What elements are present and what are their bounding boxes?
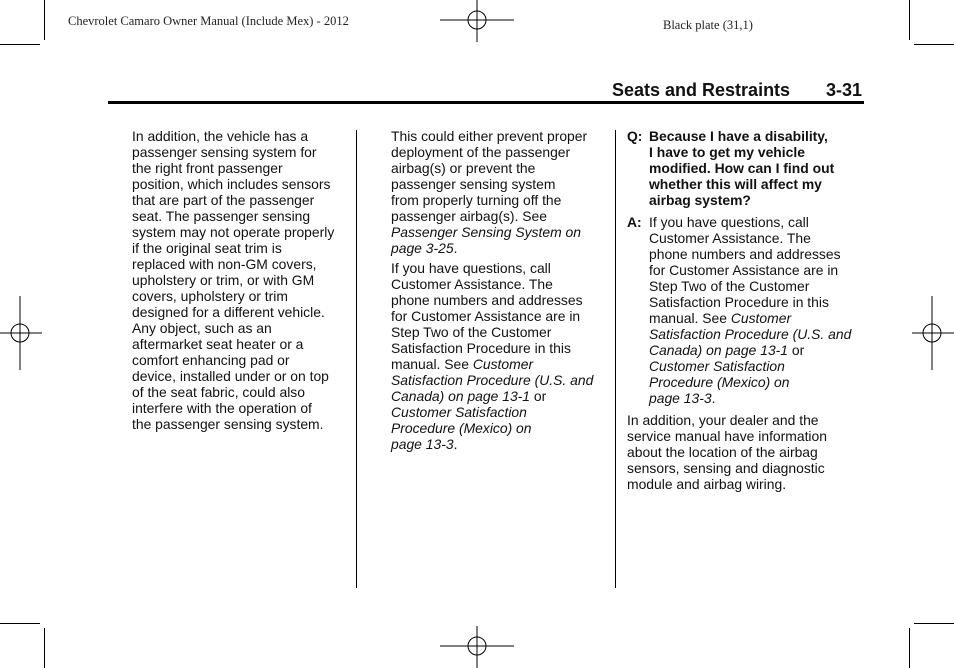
cross-reference: Passenger Sensing System on	[391, 224, 581, 240]
paragraph	[132, 128, 348, 432]
text-line: interfere with the operation of	[132, 400, 312, 416]
section-title: Seats and Restraints	[612, 80, 791, 100]
paragraph	[391, 260, 609, 452]
text-line: sensors, sensing and diagnostic	[627, 460, 825, 476]
text-line: seat. The passenger sensing	[132, 208, 311, 224]
text-line: from properly turning off the	[391, 192, 562, 208]
crop-mark-top-right-v	[909, 0, 910, 40]
text-segment: or	[788, 342, 805, 358]
registration-mark-top	[440, 0, 514, 42]
cross-reference: Procedure (Mexico) on	[391, 420, 532, 436]
text-line: passenger sensing system	[391, 176, 556, 192]
crop-mark-top-right-h	[914, 44, 954, 45]
text-line: service manual have information	[627, 428, 827, 444]
registration-mark-right	[912, 296, 954, 370]
text-line: airbag(s) or prevent the	[391, 160, 536, 176]
column-2	[391, 128, 609, 456]
answer-line: Customer Assistance. The	[649, 230, 811, 246]
text-line: Step Two of the Customer	[391, 324, 552, 340]
cross-reference: Customer	[730, 310, 792, 326]
cross-reference: page 13-3	[649, 390, 712, 406]
cross-reference: Customer Satisfaction	[649, 358, 785, 374]
text-line: of the seat fabric, could also	[132, 384, 305, 400]
text-line: that are part of the passenger	[132, 192, 315, 208]
column-divider-2	[615, 130, 616, 588]
text-line: In addition, the vehicle has a	[132, 128, 309, 144]
text-line: phone numbers and addresses	[391, 292, 583, 308]
column-3	[627, 128, 867, 496]
question-block	[627, 128, 867, 208]
text-segment: or	[530, 388, 547, 404]
crop-mark-bottom-left-v	[44, 628, 45, 668]
text-line: position, which includes sensors	[132, 176, 331, 192]
text-line: if the original seat trim is	[132, 240, 282, 256]
crop-mark-bottom-right-v	[909, 628, 910, 668]
text-line: replaced with non-GM covers,	[132, 256, 317, 272]
header-rule	[108, 101, 864, 104]
cross-reference: Procedure (Mexico) on	[649, 374, 790, 390]
text-line: designed for a different vehicle.	[132, 304, 325, 320]
cross-reference: page 13-3	[391, 436, 454, 452]
text-line: aftermarket seat heater or a	[132, 336, 304, 352]
answer-line: If you have questions, call	[649, 214, 809, 230]
period: .	[453, 240, 458, 256]
cross-reference: Customer Satisfaction	[391, 404, 527, 420]
crop-mark-bottom-left-h	[0, 623, 40, 624]
cross-reference: Canada) on page 13-1	[649, 342, 789, 358]
text-line: the passenger sensing system.	[132, 416, 324, 432]
answer-line: phone numbers and addresses	[649, 246, 841, 262]
column-1	[132, 128, 348, 436]
text-line: If you have questions, call	[391, 260, 551, 276]
answer-line: Step Two of the Customer	[649, 278, 810, 294]
text-line: upholstery or trim, or with GM	[132, 272, 315, 288]
cross-reference: Satisfaction Procedure (U.S. and	[649, 326, 852, 342]
answer-block	[627, 214, 867, 406]
crop-mark-top-left-v	[44, 0, 45, 40]
text-line: Satisfaction Procedure in this	[391, 340, 571, 356]
question-line: airbag system?	[649, 192, 751, 208]
text-line: covers, upholstery or trim	[132, 288, 288, 304]
text-line: passenger sensing system for	[132, 144, 317, 160]
crop-mark-bottom-right-h	[914, 623, 954, 624]
text-line: In addition, your dealer and the	[627, 412, 819, 428]
text-line: Any object, such as an	[132, 320, 272, 336]
question-line: Because I have a disability,	[649, 128, 828, 144]
text-line: module and airbag wiring.	[627, 476, 787, 492]
question-line: modified. How can I find out	[649, 160, 835, 176]
column-divider-1	[356, 130, 357, 588]
registration-mark-bottom	[440, 626, 514, 668]
text-line: device, installed under or on top	[132, 368, 329, 384]
question-tag: Q:	[627, 128, 643, 144]
page-number: 3-31	[826, 80, 863, 100]
text-line: for Customer Assistance are in	[391, 308, 581, 324]
period: .	[453, 436, 458, 452]
text-line: passenger airbag(s). See	[391, 208, 547, 224]
period: .	[711, 390, 716, 406]
paragraph	[391, 128, 609, 256]
question-line: whether this will affect my	[649, 176, 822, 192]
plate-label: Black plate (31,1)	[663, 18, 753, 32]
crop-mark-top-left-h	[0, 44, 40, 45]
text-segment: manual. See	[391, 356, 473, 372]
text-line: system may not operate properly	[132, 224, 335, 240]
text-line: the right front passenger	[132, 160, 283, 176]
text-segment: manual. See	[649, 310, 731, 326]
answer-line: for Customer Assistance are in	[649, 262, 839, 278]
cross-reference: Customer	[472, 356, 534, 372]
cross-reference: page 3-25	[391, 240, 454, 256]
document-title: Chevrolet Camaro Owner Manual (Include Mex) - 2012	[68, 14, 349, 28]
text-line: Customer Assistance. The	[391, 276, 553, 292]
text-line: comfort enhancing pad or	[132, 352, 290, 368]
answer-line: Satisfaction Procedure in this	[649, 294, 829, 310]
question-line: I have to get my vehicle	[649, 144, 805, 160]
text-line: deployment of the passenger	[391, 144, 571, 160]
cross-reference: Satisfaction Procedure (U.S. and	[391, 372, 594, 388]
text-line: This could either prevent proper	[391, 128, 588, 144]
cross-reference: Canada) on page 13-1	[391, 388, 531, 404]
registration-mark-left	[0, 296, 42, 370]
text-line: about the location of the airbag	[627, 444, 818, 460]
answer-tag: A:	[627, 214, 642, 230]
paragraph	[627, 412, 867, 492]
